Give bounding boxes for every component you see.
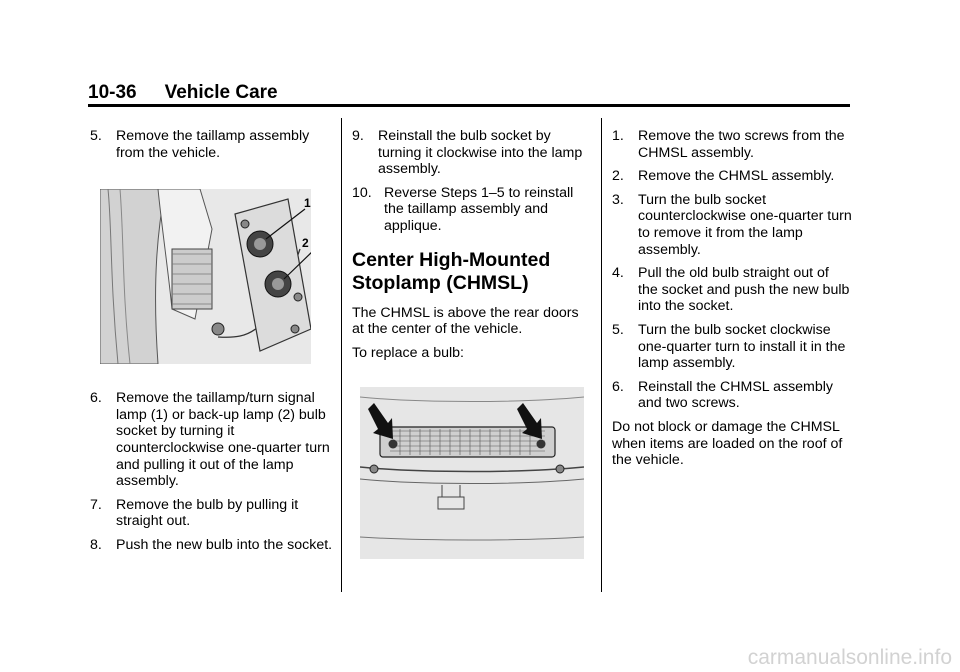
- chmsl-step-2: 2. Remove the CHMSL assembly.: [612, 168, 835, 185]
- column-divider-1: [341, 118, 342, 592]
- header-rule: [88, 104, 850, 107]
- column-divider-2: [601, 118, 602, 592]
- step-6: 6. Remove the taillamp/turn signal lamp (1) or back-up lamp (2) bulb socket by turning it counterclockwise one-quarter turn and pulling it out of the lamp assembly.: [90, 390, 330, 490]
- page-number: 10-36: [88, 82, 137, 103]
- column-1: [90, 128, 336, 561]
- step-8: 8. Push the new bulb into the socket.: [90, 536, 333, 553]
- step-10: 10. Reverse Steps 1–5 to reinstall the taillamp assembly and applique.: [352, 184, 574, 234]
- callout-1: 1: [304, 196, 311, 211]
- taillamp-illustration: [100, 189, 311, 364]
- chmsl-heading: Center High-Mounted Stoplamp (CHMSL): [352, 248, 551, 294]
- step-9: 9. Reinstall the bulb socket by turning it clockwise into the lamp assembly.: [352, 128, 583, 178]
- chmsl-step-5: 5. Turn the bulb socket clockwise one-quarter turn to install it in the lamp assembly.: [612, 321, 846, 372]
- chmsl-step-1: 1. Remove the two screws from the CHMSL assembly.: [612, 128, 845, 161]
- callout-2: 2: [302, 236, 309, 251]
- chmsl-step-6: 6. Reinstall the CHMSL assembly and two screws.: [612, 378, 834, 412]
- chmsl-location-text: The CHMSL is above the rear doors at the center of the vehicle.: [352, 304, 579, 338]
- column-2: [352, 128, 590, 559]
- column-3: [612, 128, 852, 476]
- replace-bulb-intro: To replace a bulb:: [352, 344, 464, 361]
- chmsl-step-4: 4. Pull the old bulb straight out of the socket and push the new bulb into the socket.: [612, 265, 850, 315]
- chmsl-figure: [360, 387, 584, 559]
- watermark: carmanualsonline.info: [747, 646, 952, 669]
- chmsl-illustration: [360, 387, 584, 559]
- chmsl-step-3: 3. Turn the bulb socket counterclockwise one-quarter turn to remove it from the lamp assembly.: [612, 191, 852, 258]
- step-5: 5. Remove the taillamp assembly from the vehicle.: [90, 128, 310, 161]
- taillamp-figure: [100, 189, 311, 364]
- step-7: 7. Remove the bulb by pulling it straight out.: [90, 496, 299, 530]
- chmsl-caution-note: Do not block or damage the CHMSL when items are loaded on the roof of the vehicle.: [612, 418, 843, 469]
- page-header: [88, 82, 278, 104]
- section-title: Vehicle Care: [164, 82, 278, 103]
